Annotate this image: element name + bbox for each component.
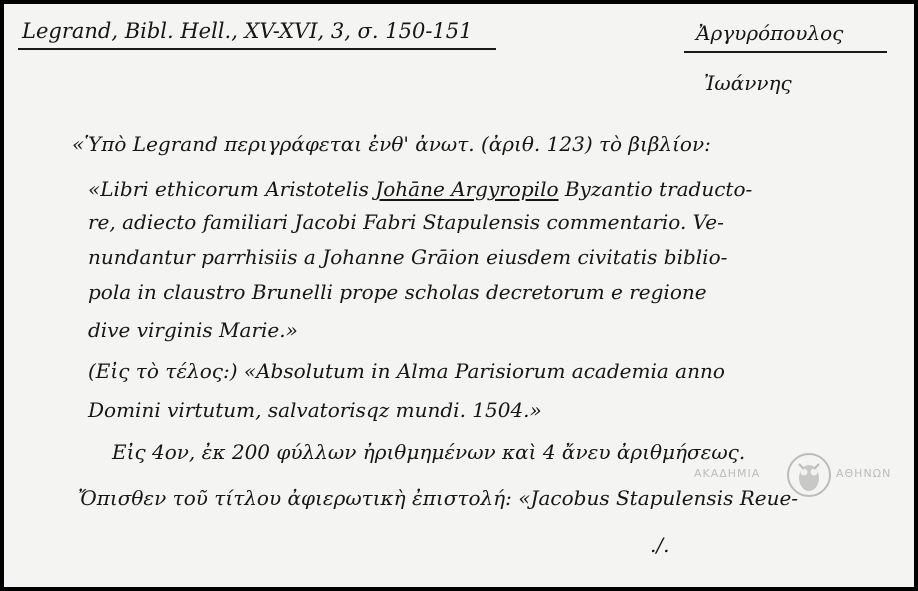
catalog-card: [4, 4, 914, 587]
heading-underline: [684, 51, 887, 53]
academy-watermark: [694, 450, 914, 510]
body-line-5: pola in claustro Brunelli prope scholas decretorum e regione: [88, 280, 707, 304]
watermark-right-text: ΑΘΗΝΩΝ: [836, 467, 892, 480]
reference-underline: [18, 48, 496, 50]
body-line-3: re, adiecto familiari Jacobi Fabri Stapulensis commentario. Ve-: [88, 210, 724, 234]
body-line-7: (Εἰς τὸ τέλος:) «Absolutum in Alma Parisiorum academia anno: [88, 359, 725, 383]
body-line-2-start: «Libri ethicorum Aristotelis: [88, 177, 376, 201]
body-line-4: nundantur parrhisiis a Johanne Grāion eiusdem civitatis biblio-: [88, 245, 728, 269]
heading-surname: Ἀργυρόπουλος: [696, 21, 844, 45]
body-line-8: Domini virtutum, salvatorisqz mundi. 1504.»: [88, 398, 542, 422]
body-line-9: Εἰς 4ον, ἐκ 200 φύλλων ἠριθμημένων καὶ 4 ἄνευ ἀριθμήσεως.: [112, 440, 746, 464]
body-line-2: [88, 176, 752, 202]
body-line-6: dive virginis Marie.»: [88, 318, 298, 342]
heading-forename: Ἰωάννης: [704, 71, 792, 95]
owl-seal-icon: [786, 452, 832, 498]
watermark-left-text: ΑΚΑΔΗΜΙΑ: [694, 467, 761, 480]
body-line-1: «Ὑπὸ Legrand περιγράφεται ἐνθ' ἀνωτ. (ἀριθ. 123) τὸ βιβλίον:: [72, 132, 711, 156]
translator-name: Johāne Argyropilo: [375, 177, 559, 201]
body-line-2-end: Byzantio traducto-: [558, 177, 753, 201]
end-mark: ./.: [650, 533, 670, 557]
body-line-10: Ὄπισθεν τοῦ τίτλου ἀφιερωτικὴ ἐπιστολή: «Jacobus Stapulensis Reue-: [78, 486, 799, 510]
bibliographic-reference: Legrand, Bibl. Hell., XV-XVI, 3, σ. 150-151: [22, 19, 473, 43]
